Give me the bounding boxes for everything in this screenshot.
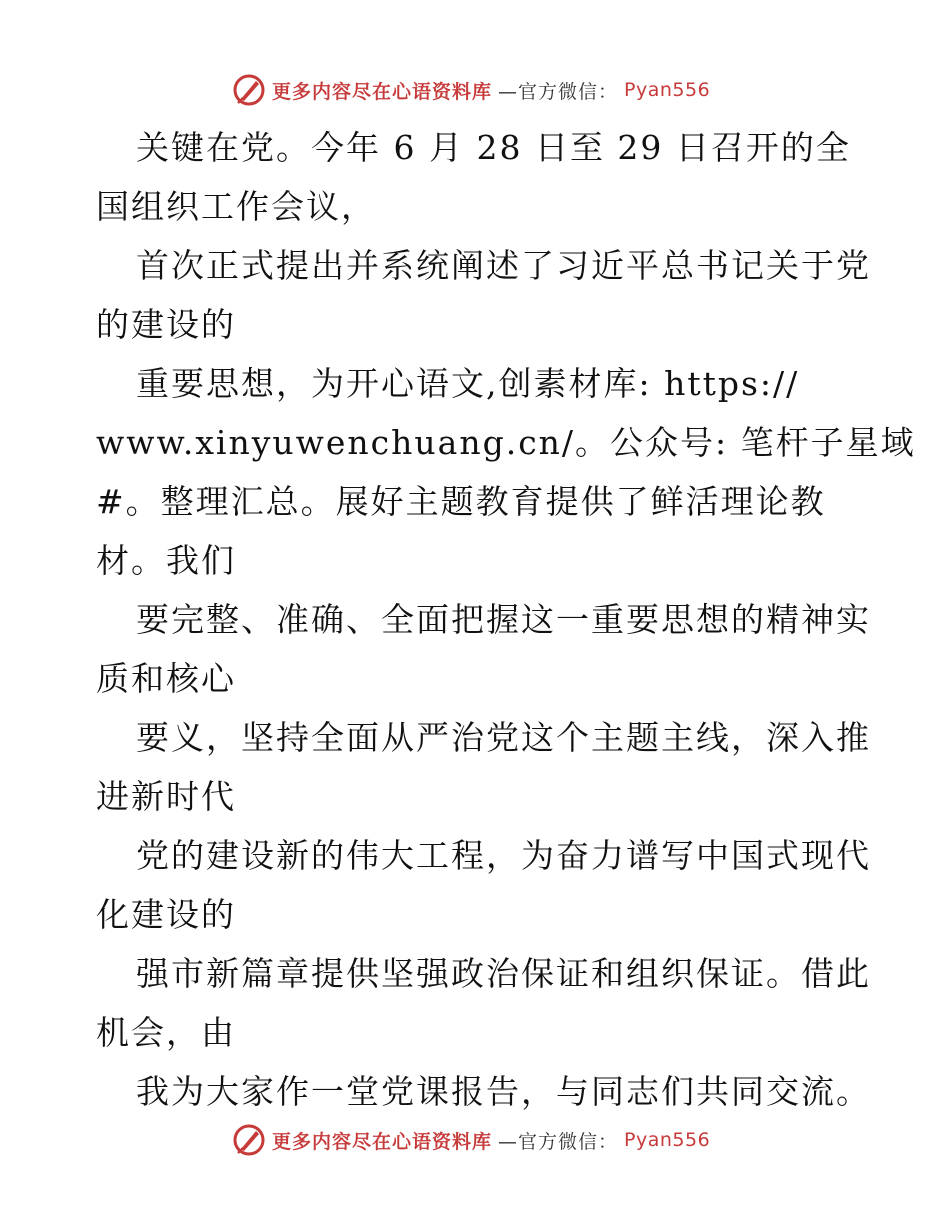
- text-line: 要义，坚持全面从严治党这个主题主线，深入推: [136, 718, 871, 757]
- text-line: 我为大家作一堂党课报告，与同志们共同交流。: [136, 1072, 871, 1111]
- text-line: 关键在党。今年 6 月 28 日至 29 日召开的全: [136, 128, 851, 167]
- document-body: [96, 118, 916, 1121]
- text-line: 首次正式提出并系统阐述了习近平总书记关于党: [136, 246, 871, 285]
- text-line: 机会，由: [96, 1013, 236, 1052]
- footer-watermark: [232, 1120, 710, 1160]
- watermark-wechat-label: —官方微信：: [498, 1130, 619, 1153]
- watermark-wechat-id: Pyan556: [624, 1129, 711, 1151]
- text-line: 化建设的: [96, 895, 236, 934]
- quill-logo-icon: [232, 1123, 266, 1157]
- quill-logo-icon: [232, 73, 266, 107]
- text-line: 强市新篇章提供坚强政治保证和组织保证。借此: [136, 954, 871, 993]
- text-line: 的建设的: [96, 305, 236, 344]
- text-line: #。整理汇总。展好主题教育提供了鲜活理论教: [96, 482, 826, 521]
- watermark-site-text: 更多内容尽在心语资料库: [272, 1130, 493, 1153]
- watermark-wechat-label: —官方微信：: [498, 80, 619, 103]
- text-line: 党的建设新的伟大工程，为奋力谱写中国式现代: [136, 836, 871, 875]
- text-line: 材。我们: [96, 541, 236, 580]
- text-line: 要完整、准确、全面把握这一重要思想的精神实: [136, 600, 871, 639]
- watermark-wechat-id: Pyan556: [624, 79, 711, 101]
- text-line: 国组织工作会议，: [96, 187, 376, 226]
- text-line: 质和核心: [96, 659, 236, 698]
- header-watermark: [232, 70, 710, 110]
- watermark-site-text: 更多内容尽在心语资料库: [272, 80, 493, 103]
- text-line: 进新时代: [96, 777, 236, 816]
- text-line: 重要思想，为开心语文,创素材库: https://: [136, 364, 800, 403]
- text-line: www.xinyuwenchuang.cn/。公众号: 笔杆子星域: [96, 423, 916, 462]
